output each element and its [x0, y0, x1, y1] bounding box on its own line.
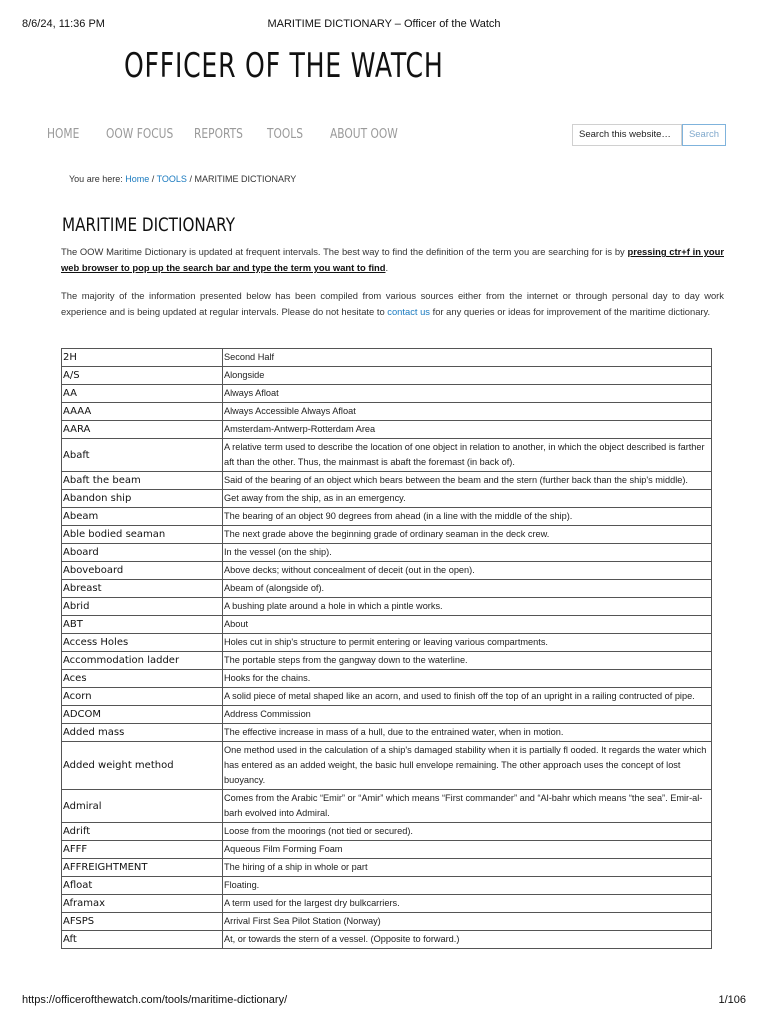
- definition-cell: Always Afloat: [223, 385, 712, 403]
- term-cell: AARA: [62, 421, 223, 439]
- term-cell: AA: [62, 385, 223, 403]
- definition-cell: Loose from the moorings (not tied or secured).: [223, 823, 712, 841]
- definition-cell: A relative term used to describe the location of one object in relation to another, in which the object described is farther aft than the other. Thus, the mainmast is abaft the foremast (in back of).: [223, 439, 712, 472]
- term-cell: AFFREIGHTMENT: [62, 859, 223, 877]
- table-row: [62, 490, 712, 508]
- breadcrumb-prefix: You are here:: [69, 174, 126, 184]
- table-row: [62, 385, 712, 403]
- breadcrumb-separator: /: [186, 174, 195, 184]
- term-cell: AFSPS: [62, 913, 223, 931]
- table-row: [62, 742, 712, 790]
- term-cell: Aces: [62, 670, 223, 688]
- definition-cell: In the vessel (on the ship).: [223, 544, 712, 562]
- table-row: [62, 841, 712, 859]
- breadcrumb-current: MARITIME DICTIONARY: [194, 174, 297, 184]
- print-page-number: 1/106: [718, 994, 746, 1006]
- term-cell: Abreast: [62, 580, 223, 598]
- term-cell: 2H: [62, 349, 223, 367]
- term-cell: ABT: [62, 616, 223, 634]
- table-row: [62, 634, 712, 652]
- term-cell: Accommodation ladder: [62, 652, 223, 670]
- intro-highlight: pressing ctr+f in your web browser to pop up the search bar and type the term you want to find: [61, 246, 724, 273]
- table-row: [62, 823, 712, 841]
- term-cell: Afloat: [62, 877, 223, 895]
- definition-cell: The bearing of an object 90 degrees from ahead (in a line with the middle of the ship).: [223, 508, 712, 526]
- table-row: [62, 526, 712, 544]
- term-cell: Abandon ship: [62, 490, 223, 508]
- info-end: for any queries or ideas for improvement of the maritime dictionary.: [430, 306, 711, 317]
- term-cell: Aboard: [62, 544, 223, 562]
- table-row: [62, 544, 712, 562]
- definition-cell: Abeam of (alongside of).: [223, 580, 712, 598]
- definition-cell: Arrival First Sea Pilot Station (Norway): [223, 913, 712, 931]
- nav-tools[interactable]: TOOLS: [267, 127, 304, 142]
- table-row: [62, 421, 712, 439]
- term-cell: AFFF: [62, 841, 223, 859]
- table-row: [62, 670, 712, 688]
- term-cell: Abaft the beam: [62, 472, 223, 490]
- breadcrumb-separator: /: [149, 174, 157, 184]
- definition-cell: Hooks for the chains.: [223, 670, 712, 688]
- term-cell: Aft: [62, 931, 223, 949]
- info-text: The majority of the information presented below has been compiled from various sources either from the internet or through personal day to day work experience and is being updated at regular intervals. Please do not hesitate to: [61, 290, 724, 317]
- table-row: [62, 790, 712, 823]
- intro-text: The OOW Maritime Dictionary is updated at frequent intervals. The best way to find the definition of the term you are searching for is by: [61, 246, 628, 257]
- term-cell: Acorn: [62, 688, 223, 706]
- definition-cell: Get away from the ship, as in an emergency.: [223, 490, 712, 508]
- dictionary-table: [61, 348, 712, 949]
- search-button[interactable]: Search: [682, 124, 726, 146]
- definition-cell: Aqueous Film Forming Foam: [223, 841, 712, 859]
- term-cell: Aframax: [62, 895, 223, 913]
- page-title: MARITIME DICTIONARY: [62, 214, 236, 236]
- table-row: [62, 895, 712, 913]
- print-date: 8/6/24, 11:36 PM: [22, 18, 105, 30]
- term-cell: Access Holes: [62, 634, 223, 652]
- intro-paragraph: [61, 244, 724, 276]
- table-row: [62, 859, 712, 877]
- definition-cell: One method used in the calculation of a ship's damaged stability when it is partially fl ooded. It regards the water which has entered as an added weight, the basic hull envelope remaining. The other approach uses the concept of lost buoyancy.: [223, 742, 712, 790]
- term-cell: AAAA: [62, 403, 223, 421]
- table-row: [62, 724, 712, 742]
- print-url: https://officerofthewatch.com/tools/maritime-dictionary/: [22, 994, 288, 1006]
- term-cell: ADCOM: [62, 706, 223, 724]
- term-cell: Added weight method: [62, 742, 223, 790]
- table-row: [62, 706, 712, 724]
- breadcrumb-home-link[interactable]: Home: [125, 174, 150, 184]
- definition-cell: Comes from the Arabic “Emir” or “Amir” which means “First commander” and “Al-bahr which means “the sea”. Emir-al-barh evolved into Admiral.: [223, 790, 712, 823]
- table-row: [62, 931, 712, 949]
- definition-cell: Always Accessible Always Afloat: [223, 403, 712, 421]
- breadcrumb: [69, 174, 296, 184]
- definition-cell: Holes cut in ship's structure to permit entering or leaving various compartments.: [223, 634, 712, 652]
- definition-cell: The next grade above the beginning grade of ordinary seaman in the deck crew.: [223, 526, 712, 544]
- definition-cell: Amsterdam-Antwerp-Rotterdam Area: [223, 421, 712, 439]
- definition-cell: The portable steps from the gangway down to the waterline.: [223, 652, 712, 670]
- table-row: [62, 652, 712, 670]
- print-header: [22, 18, 746, 32]
- nav-about-oow[interactable]: ABOUT OOW: [330, 127, 398, 142]
- table-row: [62, 688, 712, 706]
- table-row: [62, 598, 712, 616]
- table-row: [62, 349, 712, 367]
- search-input[interactable]: Search this website…: [572, 124, 682, 146]
- nav-reports[interactable]: REPORTS: [194, 127, 243, 142]
- print-document-title: MARITIME DICTIONARY – Officer of the Watch: [267, 18, 501, 30]
- print-footer: [22, 994, 746, 1008]
- table-row: [62, 367, 712, 385]
- definition-cell: Alongside: [223, 367, 712, 385]
- term-cell: A/S: [62, 367, 223, 385]
- definition-cell: At, or towards the stern of a vessel. (Opposite to forward.): [223, 931, 712, 949]
- term-cell: Able bodied seaman: [62, 526, 223, 544]
- definition-cell: Said of the bearing of an object which bears between the beam and the stern (further back than the ship's middle).: [223, 472, 712, 490]
- term-cell: Abrid: [62, 598, 223, 616]
- search-form: [572, 124, 725, 146]
- definition-cell: Address Commission: [223, 706, 712, 724]
- nav-oow-focus[interactable]: OOW FOCUS: [106, 127, 174, 142]
- term-cell: Added mass: [62, 724, 223, 742]
- table-row: [62, 472, 712, 490]
- definition-cell: A term used for the largest dry bulkcarriers.: [223, 895, 712, 913]
- definition-cell: Above decks; without concealment of deceit (out in the open).: [223, 562, 712, 580]
- definition-cell: A solid piece of metal shaped like an acorn, and used to finish off the top of an upright in a railing contructed of pipe.: [223, 688, 712, 706]
- table-row: [62, 616, 712, 634]
- table-row: [62, 403, 712, 421]
- definition-cell: A bushing plate around a hole in which a pintle works.: [223, 598, 712, 616]
- contact-us-link[interactable]: contact us: [387, 306, 430, 317]
- nav-home[interactable]: HOME: [47, 127, 80, 142]
- definition-cell: About: [223, 616, 712, 634]
- definition-cell: The effective increase in mass of a hull, due to the entrained water, when in motion.: [223, 724, 712, 742]
- definition-cell: The hiring of a ship in whole or part: [223, 859, 712, 877]
- term-cell: Aboveboard: [62, 562, 223, 580]
- breadcrumb-tools-link[interactable]: TOOLS: [156, 174, 187, 184]
- site-title[interactable]: OFFICER OF THE WATCH: [124, 46, 444, 86]
- table-row: [62, 877, 712, 895]
- term-cell: Admiral: [62, 790, 223, 823]
- table-row: [62, 508, 712, 526]
- definition-cell: Second Half: [223, 349, 712, 367]
- definition-cell: Floating.: [223, 877, 712, 895]
- table-row: [62, 562, 712, 580]
- table-row: [62, 439, 712, 472]
- term-cell: Abaft: [62, 439, 223, 472]
- info-paragraph: [61, 288, 724, 320]
- table-row: [62, 913, 712, 931]
- table-row: [62, 580, 712, 598]
- term-cell: Abeam: [62, 508, 223, 526]
- intro-end: .: [385, 262, 389, 273]
- term-cell: Adrift: [62, 823, 223, 841]
